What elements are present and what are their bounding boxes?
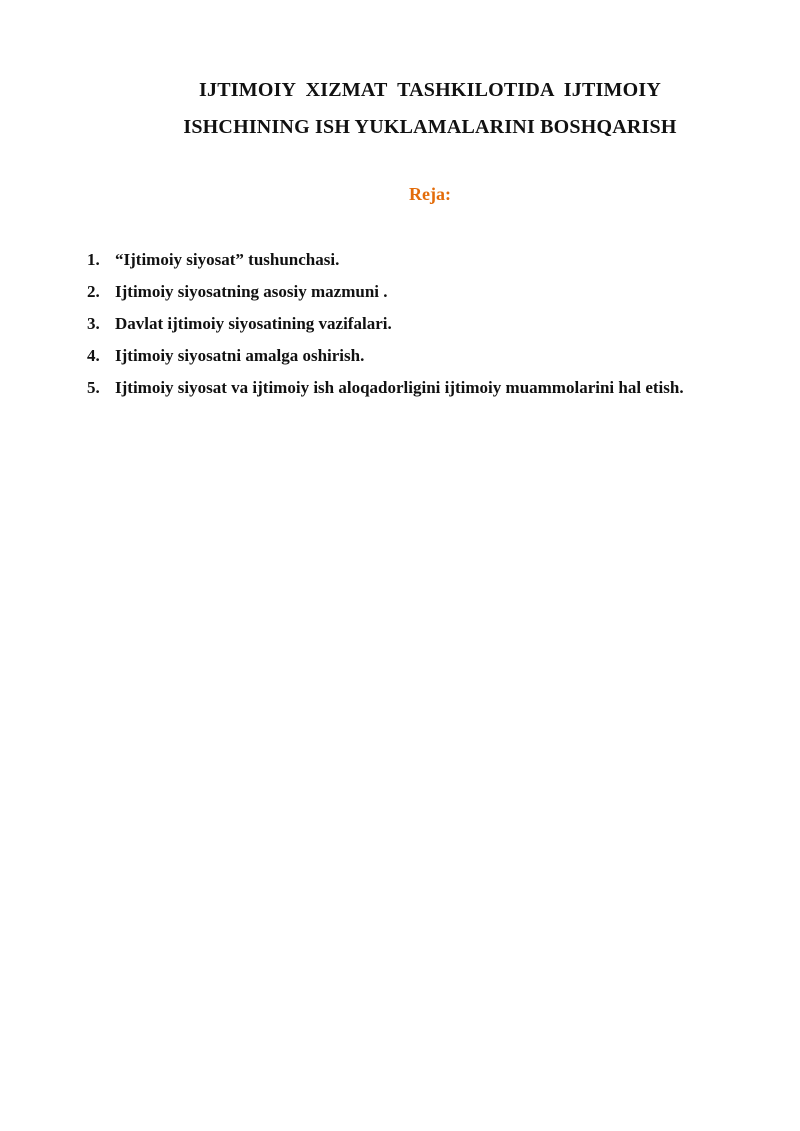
plan-item-5 bbox=[87, 372, 717, 404]
plan-item-text: Davlat ijtimoiy siyosatining vazifalari. bbox=[115, 314, 392, 333]
plan-item-text: Ijtimoiy siyosatning asosiy mazmuni . bbox=[115, 282, 388, 301]
plan-item-3 bbox=[87, 308, 717, 340]
plan-item-text: Ijtimoiy siyosat va ijtimoiy ish aloqadorligini ijtimoiy muammolarini hal etish. bbox=[115, 378, 684, 397]
plan-item-text: Ijtimoiy siyosatni amalga oshirish. bbox=[115, 346, 365, 365]
plan-item-number: 1. bbox=[87, 250, 100, 269]
plan-item-number: 2. bbox=[87, 282, 100, 301]
document-title-line-1: IJTIMOIY XIZMAT TASHKILOTIDA IJTIMOIY bbox=[199, 79, 661, 101]
plan-item-1 bbox=[87, 244, 717, 276]
plan-item-number: 5. bbox=[87, 378, 100, 397]
plan-item-2 bbox=[87, 276, 717, 308]
plan-item-number: 3. bbox=[87, 314, 100, 333]
plan-item-number: 4. bbox=[87, 346, 100, 365]
document-title-line-2: ISHCHINING ISH YUKLAMALARINI BOSHQARISH bbox=[183, 116, 677, 138]
plan-list bbox=[87, 244, 717, 404]
plan-item-text: “Ijtimoiy siyosat” tushunchasi. bbox=[115, 250, 340, 269]
plan-item-4 bbox=[87, 340, 717, 372]
plan-heading: Reja: bbox=[409, 184, 451, 204]
